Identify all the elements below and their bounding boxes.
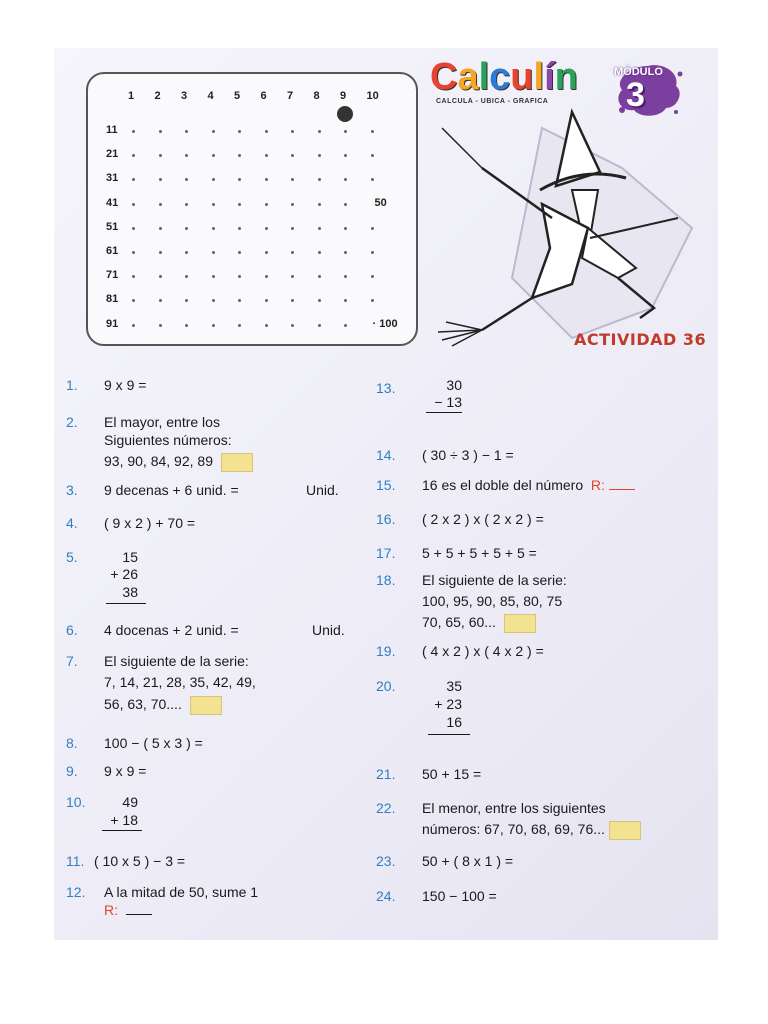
exercise-7-line2: 7, 14, 21, 28, 35, 42, 49,: [104, 674, 256, 690]
exercise-18-number: 18.: [376, 572, 396, 588]
grid-dot[interactable]: [265, 324, 268, 327]
exercise-4-text: ( 9 x 2 ) + 70 =: [104, 515, 196, 531]
grid-dot[interactable]: [132, 299, 135, 302]
grid-dot[interactable]: [185, 178, 188, 181]
grid-dot[interactable]: [159, 251, 162, 254]
exercise-5-number: 5.: [66, 549, 78, 565]
exercise-8-number: 8.: [66, 735, 78, 751]
grid-dot[interactable]: [238, 154, 241, 157]
grid-row-label: 81: [106, 293, 119, 306]
hundred-grid: [86, 72, 418, 346]
grid-dot[interactable]: [371, 130, 374, 133]
exercise-19-number: 19.: [376, 643, 396, 659]
grid-dot[interactable]: [318, 227, 321, 230]
exercise-13-operand-a: 30: [446, 377, 462, 393]
grid-dot[interactable]: [291, 203, 294, 206]
grid-dot[interactable]: [265, 227, 268, 230]
grid-dot[interactable]: [265, 203, 268, 206]
grid-label-50: 50: [374, 196, 387, 209]
grid-column-label: 5: [234, 90, 241, 102]
grid-dot[interactable]: [132, 324, 135, 327]
grid-dot[interactable]: [371, 178, 374, 181]
grid-dot[interactable]: [132, 227, 135, 230]
logo-subtitle: CALCULA - UBICA - GRAFICA: [436, 98, 549, 105]
grid-dot[interactable]: [344, 227, 347, 230]
grid-label-100: · 100: [372, 317, 398, 330]
exercise-7-answer-box[interactable]: [190, 696, 222, 715]
grid-dot[interactable]: [212, 324, 215, 327]
logo-letter: l: [533, 56, 545, 98]
exercise-2-line1: El mayor, entre los: [104, 414, 220, 430]
exercise-3-number: 3.: [66, 482, 78, 498]
exercise-20-number: 20.: [376, 678, 396, 694]
grid-dot[interactable]: [212, 203, 215, 206]
grid-dot[interactable]: [318, 130, 321, 133]
logo-letter: a: [457, 56, 479, 98]
grid-dot[interactable]: [212, 227, 215, 230]
grid-dot[interactable]: [185, 203, 188, 206]
grid-dot[interactable]: [371, 299, 374, 302]
grid-dot[interactable]: [132, 275, 135, 278]
grid-dot[interactable]: [212, 251, 215, 254]
activity-title: ACTIVIDAD 36: [574, 330, 707, 349]
grid-dot[interactable]: [291, 227, 294, 230]
grid-dot[interactable]: [238, 299, 241, 302]
grid-dot[interactable]: [238, 178, 241, 181]
exercise-20-sum-line: [428, 734, 470, 735]
grid-dot[interactable]: [185, 299, 188, 302]
grid-dot[interactable]: [185, 227, 188, 230]
grid-dot[interactable]: [318, 299, 321, 302]
exercise-17-text: 5 + 5 + 5 + 5 + 5 =: [422, 545, 537, 561]
grid-row-label: 51: [106, 220, 119, 233]
exercise-15-answer-line[interactable]: [609, 477, 635, 490]
exercise-4-number: 4.: [66, 515, 78, 531]
exercise-12-text: A la mitad de 50, sume 1: [104, 884, 259, 900]
exercise-22-number: 22.: [376, 800, 396, 816]
grid-dot[interactable]: [185, 130, 188, 133]
grid-dot[interactable]: [371, 251, 374, 254]
grid-dot[interactable]: [132, 251, 135, 254]
grid-column-label: 2: [154, 90, 161, 102]
logo-letter: n: [554, 56, 578, 98]
exercise-7-line3: [104, 696, 222, 715]
exercise-11-number: 11.: [66, 853, 85, 869]
exercise-9-number: 9.: [66, 763, 78, 779]
exercise-23-text: 50 + ( 8 x 1 ) =: [422, 853, 514, 869]
grid-dot[interactable]: [265, 154, 268, 157]
exercise-20-operand-a: 35: [446, 678, 462, 694]
exercise-20-operand-b: + 23: [434, 696, 462, 712]
exercise-5-result: 38: [122, 584, 138, 600]
exercise-18-line3: [422, 614, 536, 633]
grid-column-label: 4: [207, 90, 214, 102]
logo-title: [430, 58, 578, 96]
grid-dot[interactable]: [212, 178, 215, 181]
worksheet-page: [54, 48, 718, 940]
exercise-12-number: 12.: [66, 884, 86, 900]
exercise-2-line3: [104, 453, 253, 472]
exercise-1-number: 1.: [66, 377, 78, 393]
grid-dot[interactable]: [238, 275, 241, 278]
exercise-3-unit: Unid.: [306, 482, 339, 498]
grid-dot[interactable]: [291, 154, 294, 157]
grid-dot[interactable]: [159, 178, 162, 181]
exercise-5-sum-line: [106, 603, 146, 604]
grid-dot[interactable]: [238, 227, 241, 230]
grid-row-label: 71: [106, 269, 119, 282]
grid-dot[interactable]: [291, 299, 294, 302]
exercise-17-number: 17.: [376, 545, 396, 561]
exercise-2-line2: Siguientes números:: [104, 432, 232, 448]
logo-letter: u: [510, 56, 534, 98]
exercise-22-answer-box[interactable]: [609, 821, 641, 840]
module-number: 3: [626, 76, 645, 114]
exercise-14-number: 14.: [376, 447, 396, 463]
grid-dot[interactable]: [291, 251, 294, 254]
exercise-10-operand-a: 49: [122, 794, 138, 810]
exercise-6-text: 4 docenas + 2 unid. =: [104, 622, 239, 638]
grid-dot[interactable]: [318, 154, 321, 157]
exercise-22-line1: El menor, entre los siguientes: [422, 800, 606, 816]
exercise-22-numbers: números: 67, 70, 68, 69, 76...: [422, 821, 605, 838]
exercise-8-text: 100 − ( 5 x 3 ) =: [104, 735, 203, 751]
exercise-7-number: 7.: [66, 653, 78, 669]
grid-dot[interactable]: [344, 154, 347, 157]
exercise-18-line1: El siguiente de la serie:: [422, 572, 567, 588]
exercise-20-operand-c: 16: [446, 714, 462, 730]
grid-dot[interactable]: [185, 324, 188, 327]
grid-dot[interactable]: [318, 324, 321, 327]
exercise-18-line2: 100, 95, 90, 85, 80, 75: [422, 593, 563, 609]
grid-dot[interactable]: [159, 299, 162, 302]
exercise-21-text: 50 + 15 =: [422, 766, 482, 782]
grid-dot[interactable]: [132, 178, 135, 181]
grid-dot[interactable]: [344, 130, 347, 133]
exercise-1-text: 9 x 9 =: [104, 377, 147, 393]
grid-column-label: 3: [181, 90, 188, 102]
exercise-2-number: 2.: [66, 414, 78, 430]
grid-dot[interactable]: [371, 227, 374, 230]
exercise-13-line: [426, 412, 462, 413]
grid-dot[interactable]: [159, 130, 162, 133]
grid-dot[interactable]: [238, 251, 241, 254]
grid-row-label: 61: [106, 245, 119, 257]
exercise-10-operand-b: + 18: [110, 812, 138, 828]
grid-dot[interactable]: [344, 275, 347, 278]
grid-dot[interactable]: [265, 178, 268, 181]
grid-dot[interactable]: [159, 203, 162, 206]
grid-row-label: 31: [106, 172, 119, 185]
grid-dot[interactable]: [212, 299, 215, 302]
exercise-3-text: 9 decenas + 6 unid. =: [104, 482, 239, 498]
grid-dot[interactable]: [132, 203, 135, 206]
wizard-illustration: [422, 108, 712, 348]
grid-dot[interactable]: [291, 324, 294, 327]
grid-column-label: 8: [313, 90, 320, 102]
exercise-16-text: ( 2 x 2 ) x ( 2 x 2 ) =: [422, 511, 544, 527]
grid-dot[interactable]: [265, 275, 268, 278]
exercise-7-series-end: 56, 63, 70....: [104, 696, 182, 713]
grid-dot[interactable]: [185, 275, 188, 278]
exercise-12-r-label: R:: [104, 902, 118, 918]
exercise-5-operand-a: 15: [122, 549, 138, 565]
grid-marker-dot: [337, 106, 353, 122]
exercise-2-answer-box[interactable]: [221, 453, 253, 472]
grid-dot[interactable]: [318, 203, 321, 206]
exercise-18-answer-box[interactable]: [504, 614, 536, 633]
exercise-19-text: ( 4 x 2 ) x ( 4 x 2 ) =: [422, 643, 544, 659]
exercise-10-sum-line: [102, 830, 142, 831]
exercise-10-number: 10.: [66, 794, 86, 810]
grid-dot[interactable]: [344, 324, 347, 327]
grid-dot[interactable]: [318, 178, 321, 181]
exercise-16-number: 16.: [376, 511, 396, 527]
grid-row-label: 21: [106, 148, 119, 161]
logo-letter: c: [489, 56, 511, 98]
grid-column-label: 7: [287, 90, 294, 102]
exercise-14-text: ( 30 ÷ 3 ) − 1 =: [422, 447, 514, 463]
grid-dot[interactable]: [132, 130, 135, 133]
grid-dot[interactable]: [185, 251, 188, 254]
grid-dot[interactable]: [132, 154, 135, 157]
grid-dot[interactable]: [291, 178, 294, 181]
grid-column-label: 6: [260, 90, 267, 102]
logo-letter: C: [430, 56, 458, 98]
grid-dot[interactable]: [159, 154, 162, 157]
grid-dot[interactable]: [238, 130, 241, 133]
exercise-24-text: 150 − 100 =: [422, 888, 497, 904]
grid-dot[interactable]: [238, 203, 241, 206]
exercise-23-number: 23.: [376, 853, 396, 869]
exercise-7-line1: El siguiente de la serie:: [104, 653, 249, 669]
grid-dot[interactable]: [344, 251, 347, 254]
grid-dot[interactable]: [159, 227, 162, 230]
grid-dot[interactable]: [159, 324, 162, 327]
grid-dot[interactable]: [318, 275, 321, 278]
grid-dot[interactable]: [212, 130, 215, 133]
exercise-6-unit: Unid.: [312, 622, 345, 638]
exercise-18-series-end: 70, 65, 60...: [422, 614, 496, 631]
logo-letter: í: [544, 56, 555, 98]
exercise-11-text: ( 10 x 5 ) − 3 =: [94, 853, 186, 869]
exercise-15-number: 15.: [376, 477, 396, 493]
grid-dot[interactable]: [291, 275, 294, 278]
grid-dot[interactable]: [212, 275, 215, 278]
grid-dot[interactable]: [318, 251, 321, 254]
grid-column-label: 10: [366, 90, 379, 102]
grid-row-label: 91: [106, 317, 119, 330]
grid-dot[interactable]: [371, 154, 374, 157]
grid-dot[interactable]: [238, 324, 241, 327]
grid-row-label: 41: [106, 196, 119, 209]
grid-dot[interactable]: [344, 299, 347, 302]
grid-dot[interactable]: [344, 203, 347, 206]
grid-dot[interactable]: [371, 275, 374, 278]
exercise-2-numbers: 93, 90, 84, 92, 89: [104, 453, 213, 470]
grid-dot[interactable]: [212, 154, 215, 157]
exercise-12-answer-line[interactable]: [126, 902, 152, 915]
exercise-12-answer: [104, 902, 152, 919]
exercise-5-operand-b: + 26: [110, 566, 138, 582]
grid-dot[interactable]: [159, 275, 162, 278]
grid-dot[interactable]: [265, 130, 268, 133]
grid-column-label: 9: [340, 90, 347, 102]
exercise-22-line2: [422, 821, 641, 840]
exercise-21-number: 21.: [376, 766, 396, 782]
grid-row-label: 11: [106, 124, 118, 136]
logo-letter: l: [478, 56, 490, 98]
module-label: MÓDULO: [614, 66, 663, 78]
exercise-15-statement: 16 es el doble del número: [422, 477, 584, 493]
exercise-24-number: 24.: [376, 888, 396, 904]
grid-column-label: 1: [128, 90, 135, 102]
grid-dot[interactable]: [265, 251, 268, 254]
exercise-9-text: 9 x 9 =: [104, 763, 147, 779]
exercise-15-text: [422, 477, 635, 494]
exercise-15-r-label: R:: [590, 477, 605, 493]
grid-dot[interactable]: [265, 299, 268, 302]
grid-dot[interactable]: [344, 178, 347, 181]
exercise-13-operand-b: − 13: [434, 394, 462, 410]
grid-dot[interactable]: [291, 130, 294, 133]
exercise-6-number: 6.: [66, 622, 78, 638]
grid-dot[interactable]: [185, 154, 188, 157]
exercise-13-number: 13.: [376, 380, 396, 396]
